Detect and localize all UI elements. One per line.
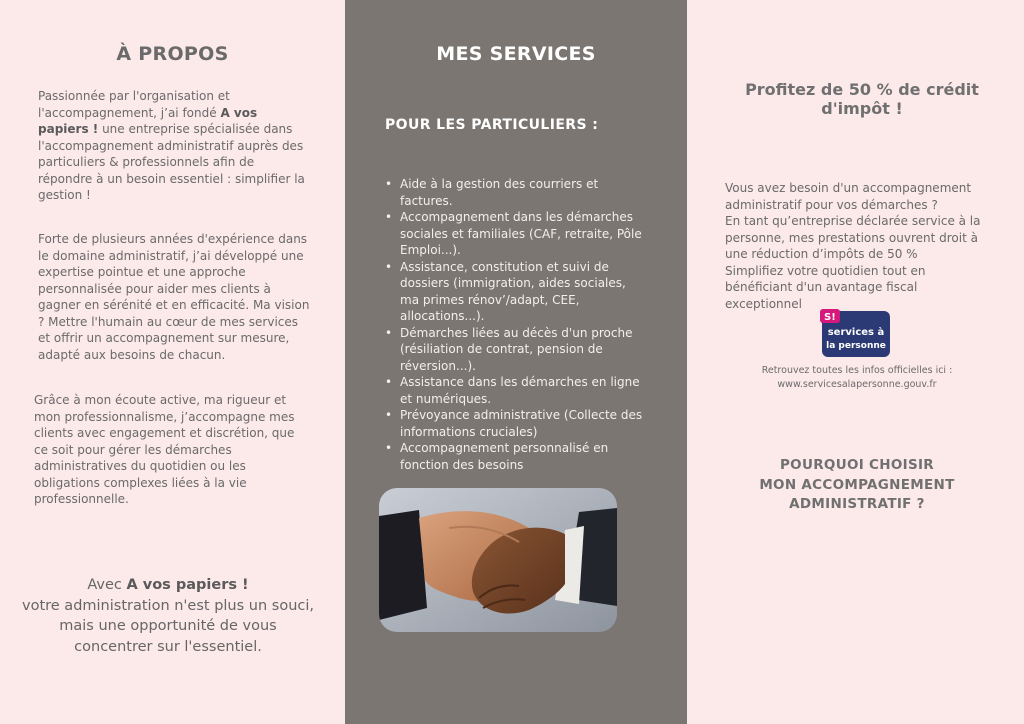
logo-mark: S! — [824, 312, 836, 323]
why-choose-heading — [737, 456, 977, 515]
official-info — [727, 364, 987, 392]
official-info-url[interactable]: www.servicesalapersonne.gouv.fr — [777, 379, 937, 390]
tax-credit-line-1: Vous avez besoin d'un accompagnement administratif pour vos démarches ? — [725, 181, 972, 212]
why-line-3: ADMINISTRATIF ? — [789, 496, 925, 512]
services-panel — [345, 0, 687, 724]
official-info-label: Retrouvez toutes les infos officielles ici : — [761, 365, 953, 376]
service-item: • Aide à la gestion des courriers et factures. — [385, 176, 647, 209]
sap-logo-graphic — [816, 305, 896, 361]
service-item: • Accompagnement dans les démarches sociales et familiales (CAF, retraite, Pôle Emploi...). — [385, 209, 647, 259]
about-title: À PROPOS — [116, 43, 229, 65]
closing-text: votre administration n'est plus un souci, mais une opportunité de vous concentrer sur l'essentiel. — [22, 597, 314, 655]
tax-credit-text — [725, 180, 995, 312]
service-item: • Assistance, constitution et suivi de dossiers (immigration, aides sociales, ma primes rénov’/adapt, CEE, allocations...). — [385, 259, 647, 325]
tax-credit-line-3: Simplifiez votre quotidien tout en bénéficiant d'un avantage fiscal exceptionnel — [725, 263, 926, 311]
services-subtitle: POUR LES PARTICULIERS : — [385, 117, 599, 133]
tax-credit-panel — [687, 0, 1024, 724]
services-title: MES SERVICES — [436, 43, 596, 65]
about-panel — [0, 0, 345, 724]
logo-line-1: services à — [827, 327, 885, 338]
about-paragraph-2: Forte de plusieurs années d'expérience dans le domaine administratif, j’ai développé une expertise pointue et une approche personnalisée pour aider mes clients à gagner en sérénité et en efficacité. Ma vision ? Mettre l'humain au cœur de mes services et offrir un accompagnement sur mesure, adapté aux besoins de chacun. — [38, 232, 310, 362]
why-line-1: POURQUOI CHOISIR — [779, 457, 934, 473]
why-line-2: MON ACCOMPAGNEMENT — [759, 476, 955, 493]
logo-line-2: la personne — [826, 341, 886, 351]
services-a-la-personne-logo — [816, 305, 896, 361]
about-paragraph-1 — [38, 88, 310, 204]
about-p1-text-start: Passionnée par l'organisation et l'accompagnement, j’ai fondé — [38, 89, 230, 120]
closing-prefix: Avec — [87, 577, 127, 593]
service-item: • Prévoyance administrative (Collecte des informations cruciales) — [385, 407, 647, 440]
brand-name: A vos papiers ! — [38, 105, 258, 136]
handshake-photo — [379, 488, 617, 632]
service-item: • Assistance dans les démarches en ligne et numériques. — [385, 374, 647, 407]
handshake-illustration — [379, 488, 617, 632]
service-item: • Accompagnement personnalisé en fonction des besoins — [385, 440, 647, 473]
tax-credit-line-2: En tant qu’entreprise déclarée service à la personne, mes prestations ouvrent droit à une réduction d’impôts de 50 % — [725, 214, 981, 261]
closing-brand-name: A vos papiers ! — [126, 577, 249, 593]
closing-statement — [20, 575, 316, 657]
about-p1-text-end: une entreprise spécialisée dans l'accompagnement administratif auprès des particuliers & professionnels afin de répondre à un besoin essentiel : simplifier la gestion ! — [38, 122, 305, 202]
tax-credit-title: Profitez de 50 % de crédit d'impôt ! — [745, 80, 979, 118]
about-paragraph-3: Grâce à mon écoute active, ma rigueur et mon professionnalisme, j’accompagne mes clients avec engagement et discrétion, que ce soit pour gérer les démarches administratives du quotidien ou les obligations complexes liées à la vie professionnelle. — [34, 393, 295, 506]
services-list — [385, 176, 647, 473]
service-item: • Démarches liées au décès d'un proche (résiliation de contrat, pension de réversion...). — [385, 325, 647, 375]
